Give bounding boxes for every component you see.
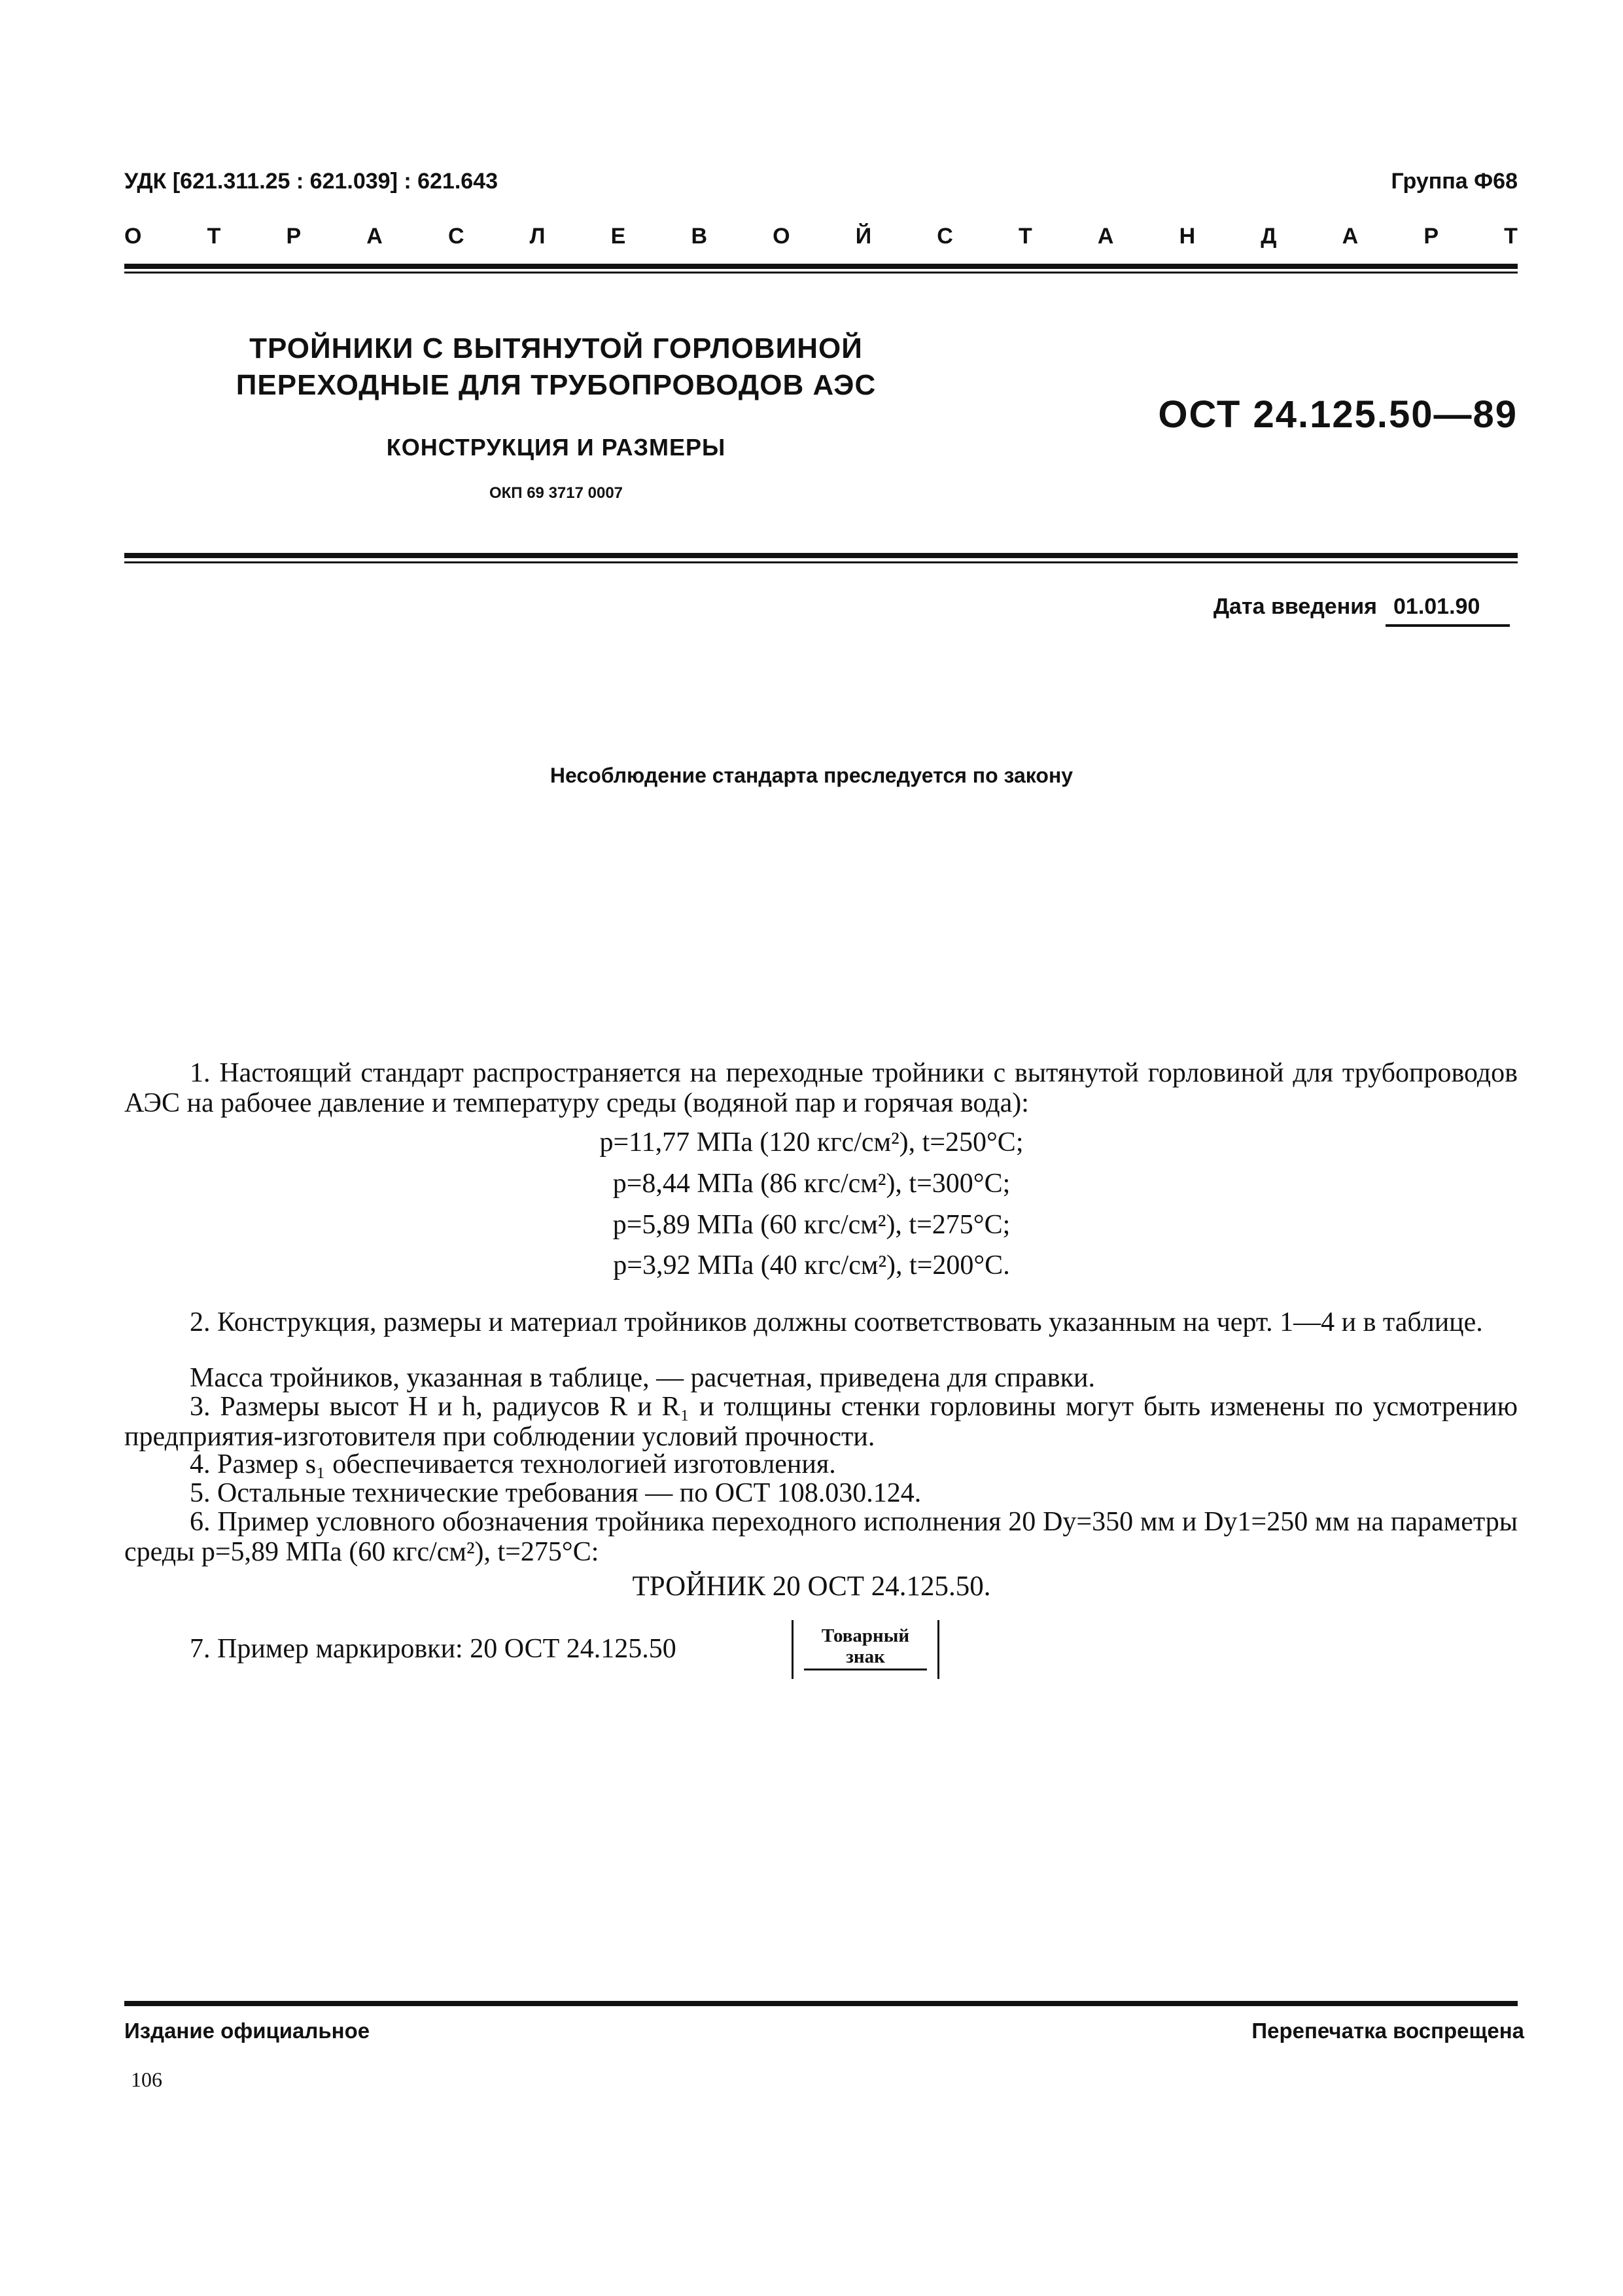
heading-letter: Т — [207, 224, 221, 249]
heading-letter: Й — [855, 224, 872, 249]
heading-letter: Л — [529, 224, 546, 249]
trademark-box — [792, 1620, 939, 1679]
edition-note: Издание официальное — [124, 2019, 370, 2043]
heading-letter: Т — [1504, 224, 1518, 249]
document-title-line1: ТРОЙНИКИ С ВЫТЯНУТОЙ ГОРЛОВИНОЙ — [249, 332, 863, 364]
paragraph-3: 3. Размеры высот H и h, радиусов R и R₁ и толщины стенки горловины могут быть изменены по усмотрению предприятия-изготовителя при соблюдении условий прочности. — [124, 1392, 1518, 1452]
formula-line: p=3,92 МПа (40 кгс/см²), t=200°С. — [613, 1250, 1010, 1280]
heading-letter: С — [937, 224, 953, 249]
heading-letter: О — [124, 224, 142, 249]
header-rule-thin — [124, 272, 1518, 274]
footer-rule — [124, 2001, 1518, 2006]
heading-letter: В — [691, 224, 708, 249]
paragraph-6: 6. Пример условного обозначения тройника переходного исполнения 20 Dу=350 мм и Dу1=250 мм на параметры среды p=5,89 МПа (60 кгс/см²), t=275°С: — [124, 1507, 1518, 1567]
group-code: Группа Ф68 — [1391, 169, 1518, 194]
heading-letter: А — [1342, 224, 1359, 249]
trademark-label-line2: знак — [804, 1646, 927, 1670]
introduction-date-label: Дата введения — [1213, 594, 1377, 619]
introduction-date-value: 01.01.90 — [1393, 594, 1480, 619]
udk-code: УДК [621.311.25 : 621.039] : 621.643 — [124, 169, 498, 194]
heading-letter: Р — [286, 224, 302, 249]
paragraph-2: 2. Конструкция, размеры и материал тройников должны соответствовать указанным на черт. 1—4 и в таблице. — [190, 1307, 1483, 1337]
title-rule — [124, 553, 1518, 558]
standard-type-heading — [124, 224, 1518, 249]
paragraph-1: 1. Настоящий стандарт распространяется на переходные тройники с вытянутой горловиной для трубопроводов АЭС на рабочее давление и температуру среды (водяной пар и горячая вода): — [124, 1058, 1518, 1118]
formula-line: p=5,89 МПа (60 кгс/см²), t=275°С; — [612, 1210, 1011, 1240]
heading-letter: Р — [1423, 224, 1439, 249]
paragraph-4: 4. Размер s₁ обеспечивается технологией изготовления. — [190, 1449, 836, 1479]
paragraph-7: 7. Пример маркировки: 20 ОСТ 24.125.50 — [190, 1634, 676, 1664]
date-underline — [1386, 624, 1510, 627]
heading-letter: А — [366, 224, 383, 249]
okp-code: ОКП 69 3717 0007 — [489, 484, 623, 502]
formula-line: p=8,44 МПа (86 кгс/см²), t=300°С; — [612, 1169, 1011, 1199]
page-number: 106 — [131, 2068, 162, 2091]
legal-notice: Несоблюдение стандарта преследуется по закону — [550, 764, 1073, 787]
reprint-note: Перепечатка воспрещена — [1251, 2019, 1524, 2043]
heading-letter: С — [447, 224, 464, 249]
trademark-label-line1: Товарный — [821, 1625, 910, 1646]
document-subtitle: КОНСТРУКЦИЯ И РАЗМЕРЫ — [386, 434, 726, 461]
document-title-line2: ПЕРЕХОДНЫЕ ДЛЯ ТРУБОПРОВОДОВ АЭС — [236, 369, 877, 401]
formula-line: p=11,77 МПа (120 кгс/см²), t=250°С; — [599, 1127, 1024, 1157]
paragraph-2b: Масса тройников, указанная в таблице, — расчетная, приведена для справки. — [190, 1363, 1095, 1393]
header-rule-top — [124, 264, 1518, 269]
heading-letter: Е — [610, 224, 626, 249]
title-rule-thin — [124, 561, 1518, 563]
example-designation: ТРОЙНИК 20 ОСТ 24.125.50. — [632, 1571, 991, 1602]
heading-letter: Н — [1179, 224, 1196, 249]
standard-designation: ОСТ 24.125.50—89 — [1158, 393, 1518, 436]
heading-letter: Д — [1261, 224, 1277, 249]
heading-letter: О — [773, 224, 790, 249]
heading-letter: А — [1097, 224, 1114, 249]
paragraph-5: 5. Остальные технические требования — по ОСТ 108.030.124. — [190, 1478, 922, 1508]
heading-letter: Т — [1018, 224, 1032, 249]
